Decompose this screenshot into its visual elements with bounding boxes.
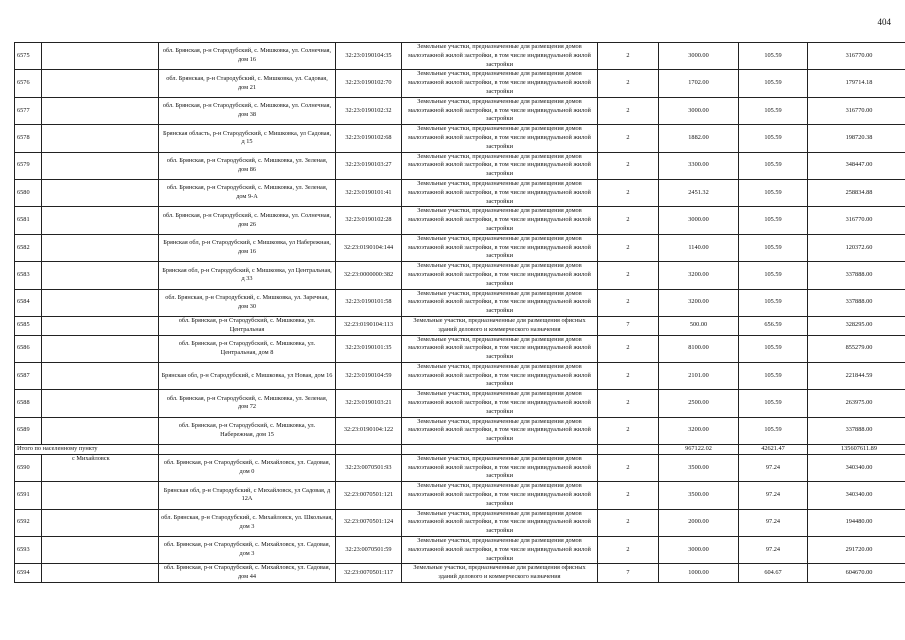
rate-cell: 97.24 [739, 509, 808, 536]
row-number: 6583 [15, 262, 42, 289]
address-cell: обл. Брянская, р-н Стародубский, с. Михайловск, ул. Школьная, дом 3 [159, 509, 336, 536]
cadastral-number-cell: 32:23:0070501:93 [336, 454, 402, 481]
area-cell: 8100.00 [659, 335, 739, 362]
address-cell: Брянская обл, р-н Стародубский, с Мишковка, ул Новая, дом 16 [159, 362, 336, 389]
group-cell [42, 537, 159, 564]
table-row [15, 125, 905, 152]
category-cell: 2 [598, 262, 659, 289]
category-cell: 2 [598, 152, 659, 179]
area-cell: 1140.00 [659, 234, 739, 261]
address-cell: Брянская область, р-н Стародубский, с Мишковка, ул Садовая, д 15 [159, 125, 336, 152]
group-cell [42, 289, 159, 316]
cadastral-number-cell: 32:23:0190104:122 [336, 417, 402, 444]
land-use-cell: Земельные участки, предназначенные для размещения домов малоэтажной жилой застройки, в том числе индивидуальной жилой застройки [402, 125, 598, 152]
cadastral-number-cell: 32:23:0070501:117 [336, 564, 402, 583]
area-cell: 1702.00 [659, 70, 739, 97]
category-cell: 7 [598, 316, 659, 335]
table-row [15, 97, 905, 124]
address-cell: обл. Брянская, р-н Стародубский, с. Мишковка, ул. Центральная, дом 8 [159, 335, 336, 362]
row-number: 6593 [15, 537, 42, 564]
group-name: с Михайловск [42, 454, 159, 481]
rate-cell: 105.59 [739, 97, 808, 124]
total-rate: 42621.47 [739, 445, 808, 455]
table-row [15, 417, 905, 444]
land-use-cell: Земельные участки, предназначенные для размещения домов малоэтажной жилой застройки, в том числе индивидуальной жилой застройки [402, 289, 598, 316]
land-use-cell: Земельные участки, предназначенные для размещения домов малоэтажной жилой застройки, в том числе индивидуальной жилой застройки [402, 537, 598, 564]
category-cell: 2 [598, 43, 659, 70]
cadastral-value-cell: 340340.00 [808, 482, 905, 509]
category-cell: 2 [598, 335, 659, 362]
address-cell: обл. Брянская, р-н Стародубский, с. Мишковка, ул. Садовая, дом 21 [159, 70, 336, 97]
address-cell: обл. Брянская, р-н Стародубский, с. Мишковка, ул. Зеленая, дом 86 [159, 152, 336, 179]
cadastral-number-cell: 32:23:0000000:382 [336, 262, 402, 289]
table-row [15, 289, 905, 316]
rate-cell: 105.59 [739, 152, 808, 179]
area-cell: 2500.00 [659, 390, 739, 417]
address-cell: обл. Брянская, р-н Стародубский, с. Мишковка, ул. Центральная [159, 316, 336, 335]
table-row [15, 362, 905, 389]
address-cell: обл. Брянская, р-н Стародубский, с. Михайловск, ул. Садовая, дом 44 [159, 564, 336, 583]
cadastral-value-cell: 198720.38 [808, 125, 905, 152]
land-use-cell: Земельные участки, предназначенные для размещения домов малоэтажной жилой застройки, в том числе индивидуальной жилой застройки [402, 335, 598, 362]
table-row [15, 509, 905, 536]
group-cell [42, 179, 159, 206]
cadastral-value-cell: 337888.00 [808, 262, 905, 289]
category-cell: 2 [598, 509, 659, 536]
land-use-cell: Земельные участки, предназначенные для размещения домов малоэтажной жилой застройки, в том числе индивидуальной жилой застройки [402, 262, 598, 289]
table-row [15, 564, 905, 583]
rate-cell: 105.59 [739, 390, 808, 417]
area-cell: 2000.00 [659, 509, 739, 536]
cadastral-value-cell: 316770.00 [808, 43, 905, 70]
table-row [15, 454, 905, 481]
cadastral-value-cell: 316770.00 [808, 97, 905, 124]
area-cell: 500.00 [659, 316, 739, 335]
cadastral-number-cell: 32:23:0190101:35 [336, 335, 402, 362]
category-cell: 2 [598, 362, 659, 389]
group-cell [42, 564, 159, 583]
area-cell: 3000.00 [659, 207, 739, 234]
total-row [15, 445, 905, 455]
row-number: 6589 [15, 417, 42, 444]
address-cell: Брянская обл, р-н Стародубский, с Мишковка, ул Центральная, д 33 [159, 262, 336, 289]
row-number: 6582 [15, 234, 42, 261]
group-cell [42, 262, 159, 289]
cadastral-number-cell: 32:23:0190102:70 [336, 70, 402, 97]
land-use-cell: Земельные участки, предназначенные для размещения домов малоэтажной жилой застройки, в том числе индивидуальной жилой застройки [402, 207, 598, 234]
group-cell [42, 335, 159, 362]
land-use-cell: Земельные участки, предназначенные для размещения офисных зданий делового и коммерческого назначения [402, 564, 598, 583]
cadastral-value-cell: 348447.00 [808, 152, 905, 179]
row-number: 6594 [15, 564, 42, 583]
table-row [15, 537, 905, 564]
table-row [15, 234, 905, 261]
cadastral-value-cell: 221844.59 [808, 362, 905, 389]
land-use-cell: Земельные участки, предназначенные для размещения домов малоэтажной жилой застройки, в том числе индивидуальной жилой застройки [402, 234, 598, 261]
cadastral-number-cell: 32:23:0190101:41 [336, 179, 402, 206]
category-cell: 2 [598, 417, 659, 444]
category-cell: 2 [598, 207, 659, 234]
cadastral-value-table [14, 42, 905, 583]
rate-cell: 105.59 [739, 207, 808, 234]
cadastral-number-cell: 32:23:0190104:35 [336, 43, 402, 70]
rate-cell: 105.59 [739, 234, 808, 261]
rate-cell: 105.59 [739, 262, 808, 289]
address-cell: обл. Брянская, р-н Стародубский, с. Мишковка, ул. Зеленая, дом 9-А [159, 179, 336, 206]
row-number: 6579 [15, 152, 42, 179]
cadastral-value-cell: 337888.00 [808, 289, 905, 316]
cadastral-number-cell: 32:23:0190102:32 [336, 97, 402, 124]
page-number: 404 [877, 17, 891, 27]
row-number: 6581 [15, 207, 42, 234]
cadastral-number-cell: 32:23:0190103:27 [336, 152, 402, 179]
land-use-cell: Земельные участки, предназначенные для размещения офисных зданий делового и коммерческого назначения [402, 316, 598, 335]
cadastral-number-cell: 32:23:0190102:28 [336, 207, 402, 234]
cadastral-value-cell: 179714.18 [808, 70, 905, 97]
row-number: 6580 [15, 179, 42, 206]
total-area: 967122.02 [659, 445, 739, 455]
total-value: 135607611.89 [808, 445, 905, 455]
cadastral-number-cell: 32:23:0190104:113 [336, 316, 402, 335]
area-cell: 1000.00 [659, 564, 739, 583]
group-cell [42, 316, 159, 335]
row-number: 6591 [15, 482, 42, 509]
total-label: Итого по населенному пункту [15, 445, 159, 455]
row-number: 6590 [15, 454, 42, 481]
cadastral-value-cell: 263975.00 [808, 390, 905, 417]
rate-cell: 97.24 [739, 454, 808, 481]
group-cell [42, 43, 159, 70]
rate-cell: 656.59 [739, 316, 808, 335]
table-row [15, 390, 905, 417]
cadastral-value-cell: 258834.88 [808, 179, 905, 206]
table-row [15, 70, 905, 97]
group-cell [42, 482, 159, 509]
table-row [15, 316, 905, 335]
land-use-cell: Земельные участки, предназначенные для размещения домов малоэтажной жилой застройки, в том числе индивидуальной жилой застройки [402, 509, 598, 536]
area-cell: 3200.00 [659, 417, 739, 444]
address-cell: обл. Брянская, р-н Стародубский, с. Мишковка, ул. Зеленая, дом 72 [159, 390, 336, 417]
rate-cell: 604.67 [739, 564, 808, 583]
land-use-cell: Земельные участки, предназначенные для размещения домов малоэтажной жилой застройки, в том числе индивидуальной жилой застройки [402, 362, 598, 389]
cadastral-value-cell: 194480.00 [808, 509, 905, 536]
area-cell: 3500.00 [659, 454, 739, 481]
rate-cell: 105.59 [739, 335, 808, 362]
category-cell: 2 [598, 179, 659, 206]
group-cell [42, 417, 159, 444]
rate-cell: 105.59 [739, 43, 808, 70]
area-cell: 3200.00 [659, 262, 739, 289]
group-cell [42, 234, 159, 261]
group-cell [42, 97, 159, 124]
row-number: 6586 [15, 335, 42, 362]
land-use-cell: Земельные участки, предназначенные для размещения домов малоэтажной жилой застройки, в том числе индивидуальной жилой застройки [402, 482, 598, 509]
cadastral-number-cell: 32:23:0190104:59 [336, 362, 402, 389]
land-use-cell: Земельные участки, предназначенные для размещения домов малоэтажной жилой застройки, в том числе индивидуальной жилой застройки [402, 179, 598, 206]
cadastral-number-cell: 32:23:0190101:58 [336, 289, 402, 316]
cadastral-number-cell: 32:23:0190104:144 [336, 234, 402, 261]
rate-cell: 105.59 [739, 70, 808, 97]
row-number: 6578 [15, 125, 42, 152]
row-number: 6575 [15, 43, 42, 70]
cadastral-number-cell: 32:23:0190103:21 [336, 390, 402, 417]
cadastral-number-cell: 32:23:0070501:121 [336, 482, 402, 509]
cadastral-value-cell: 855279.00 [808, 335, 905, 362]
land-use-cell: Земельные участки, предназначенные для размещения домов малоэтажной жилой застройки, в том числе индивидуальной жилой застройки [402, 152, 598, 179]
address-cell: обл. Брянская, р-н Стародубский, с. Михайловск, ул. Садовая, дом 3 [159, 537, 336, 564]
row-number: 6576 [15, 70, 42, 97]
cadastral-value-cell: 316770.00 [808, 207, 905, 234]
address-cell: обл. Брянская, р-н Стародубский, с. Мишковка, ул. Заречная, дом 30 [159, 289, 336, 316]
category-cell: 2 [598, 70, 659, 97]
group-cell [42, 509, 159, 536]
address-cell: обл. Брянская, р-н Стародубский, с. Михайловск, ул. Садовая, дом 0 [159, 454, 336, 481]
group-cell [42, 362, 159, 389]
area-cell: 3200.00 [659, 289, 739, 316]
table-row [15, 262, 905, 289]
category-cell: 2 [598, 289, 659, 316]
address-cell: обл. Брянская, р-н Стародубский, с. Мишковка, ул. Солнечная, дом 26 [159, 207, 336, 234]
row-number: 6592 [15, 509, 42, 536]
category-cell: 2 [598, 97, 659, 124]
address-cell: обл. Брянская, р-н Стародубский, с. Мишковка, ул. Солнечная, дом 16 [159, 43, 336, 70]
row-number: 6577 [15, 97, 42, 124]
area-cell: 2451.32 [659, 179, 739, 206]
address-cell: обл. Брянская, р-н Стародубский, с. Мишковка, ул. Солнечная, дом 38 [159, 97, 336, 124]
rate-cell: 105.59 [739, 289, 808, 316]
address-cell: Брянская обл, р-н Стародубский, с Михайловск, ул Садовая, д 12А [159, 482, 336, 509]
category-cell: 2 [598, 125, 659, 152]
rate-cell: 97.24 [739, 537, 808, 564]
rate-cell: 105.59 [739, 179, 808, 206]
group-cell [42, 152, 159, 179]
land-use-cell: Земельные участки, предназначенные для размещения домов малоэтажной жилой застройки, в том числе индивидуальной жилой застройки [402, 70, 598, 97]
land-use-cell: Земельные участки, предназначенные для размещения домов малоэтажной жилой застройки, в том числе индивидуальной жилой застройки [402, 454, 598, 481]
category-cell: 2 [598, 482, 659, 509]
table-row [15, 482, 905, 509]
category-cell: 2 [598, 390, 659, 417]
cadastral-value-cell: 340340.00 [808, 454, 905, 481]
area-cell: 3000.00 [659, 537, 739, 564]
area-cell: 1882.00 [659, 125, 739, 152]
category-cell: 2 [598, 537, 659, 564]
area-cell: 3300.00 [659, 152, 739, 179]
category-cell: 7 [598, 564, 659, 583]
cadastral-value-cell: 120372.60 [808, 234, 905, 261]
group-cell [42, 70, 159, 97]
cadastral-value-cell: 604670.00 [808, 564, 905, 583]
table-row [15, 207, 905, 234]
cadastral-value-cell: 337888.00 [808, 417, 905, 444]
rate-cell: 105.59 [739, 417, 808, 444]
row-number: 6585 [15, 316, 42, 335]
cadastral-value-cell: 291720.00 [808, 537, 905, 564]
rate-cell: 105.59 [739, 125, 808, 152]
cadastral-number-cell: 32:23:0070501:59 [336, 537, 402, 564]
table-row [15, 43, 905, 70]
category-cell: 2 [598, 234, 659, 261]
area-cell: 2101.00 [659, 362, 739, 389]
table-row [15, 335, 905, 362]
land-use-cell: Земельные участки, предназначенные для размещения домов малоэтажной жилой застройки, в том числе индивидуальной жилой застройки [402, 43, 598, 70]
group-cell [42, 390, 159, 417]
land-use-cell: Земельные участки, предназначенные для размещения домов малоэтажной жилой застройки, в том числе индивидуальной жилой застройки [402, 417, 598, 444]
table-row [15, 152, 905, 179]
cadastral-number-cell: 32:23:0070501:124 [336, 509, 402, 536]
address-cell: Брянская обл, р-н Стародубский, с Мишковка, ул Набережная, дом 16 [159, 234, 336, 261]
table-row [15, 179, 905, 206]
row-number: 6584 [15, 289, 42, 316]
address-cell: обл. Брянская, р-н Стародубский, с. Мишковка, ул. Набережная, дом 15 [159, 417, 336, 444]
rate-cell: 97.24 [739, 482, 808, 509]
category-cell: 2 [598, 454, 659, 481]
group-cell [42, 125, 159, 152]
land-use-cell: Земельные участки, предназначенные для размещения домов малоэтажной жилой застройки, в том числе индивидуальной жилой застройки [402, 390, 598, 417]
area-cell: 3500.00 [659, 482, 739, 509]
row-number: 6587 [15, 362, 42, 389]
row-number: 6588 [15, 390, 42, 417]
rate-cell: 105.59 [739, 362, 808, 389]
cadastral-number-cell: 32:23:0190102:68 [336, 125, 402, 152]
group-cell [42, 207, 159, 234]
land-use-cell: Земельные участки, предназначенные для размещения домов малоэтажной жилой застройки, в том числе индивидуальной жилой застройки [402, 97, 598, 124]
area-cell: 3000.00 [659, 97, 739, 124]
cadastral-value-cell: 328295.00 [808, 316, 905, 335]
area-cell: 3000.00 [659, 43, 739, 70]
